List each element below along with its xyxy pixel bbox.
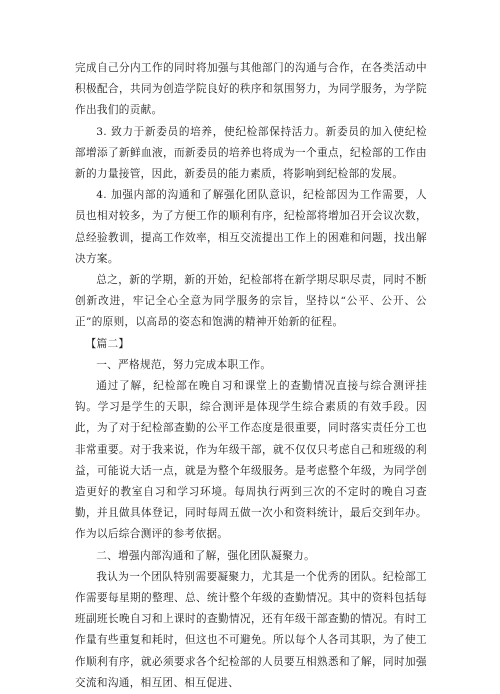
document-body [75, 58, 427, 694]
subheading-one: 一、严格规范，努力完成本职工作。 [96, 358, 272, 371]
paragraph-point-4: 4. 加强内部的沟通和了解强化团队意识，纪检部因为工作需要，人员也相对较多，为了方便工作的顺利有序，纪检部将增加召开会议次数，总经验教训，提高工作效率，相互交流提出工作上的困难和问题，找出解决方案。 [75, 189, 427, 265]
section-heading: 【篇二】 [85, 337, 130, 350]
subheading-two: 二、增强内部沟通和了解，强化团队凝聚力。 [96, 549, 316, 562]
paragraph-summary: 总之，新的学期，新的开始，纪检部将在新学期尽职尽责，同时不断创新改进，牢记全心全意为同学服务的宗旨，坚持以“公平、公开、公正”的原则，以高昂的姿态和饱满的精神开始新的征程。 [75, 274, 427, 329]
paragraph-body-two: 我认为一个团队特别需要凝聚力，尤其是一个优秀的团队。纪检部工作需要每星期的整理、总、统计整个年级的查勤情况。其中的资料包括每班副班长晚自习和上课时的查勤情况，还有年级干部查勤的情况。有时工作量有些重复和耗时，但这也不可避免。所以每个人各司其职，为了使工作顺利有序，就必须要求各个纪检部的人员要互相熟悉和了解，同时加强交流和沟通，相互团、相互促进、 [75, 570, 427, 689]
paragraph-body-one: 通过了解，纪检部在晚自习和课堂上的查勤情况直接与综合测评挂钩。学习是学生的天职，综合测评是体现学生综合素质的有效手段。因此，为了对于纪检部查勤的公平工作态度是很重要，同时落实责任分工也非常重要。对于我来说，作为年级干部，就不仅仅只考虑自己和班级的利益，可能说大话一点，就是为整个年级服务。是考虑整个年级，为同学创造更好的教室自习和学习环境。每周执行两到三次的不定时的晚自习查勤，并且做具体登记，同时每周五做一次小和资料统计，最后交到年办。作为以后综合测评的参考依据。 [75, 380, 427, 541]
paragraph-point-3: 3. 致力于新委员的培养，使纪检部保持活力。新委员的加入使纪检部增添了新鲜血液，而新委员的培养也将成为一个重点，纪检部的工作由新的力量接管，因此，新委员的能力素质，将影响到纪检部的发展。 [75, 125, 427, 181]
paragraph-continuation: 完成自己分内工作的同时将加强与其他部门的沟通与合作，在各类活动中积极配合，共同为创造学院良好的秩序和氛围努力，为同学服务，为学院作出我们的贡献。 [75, 62, 427, 117]
